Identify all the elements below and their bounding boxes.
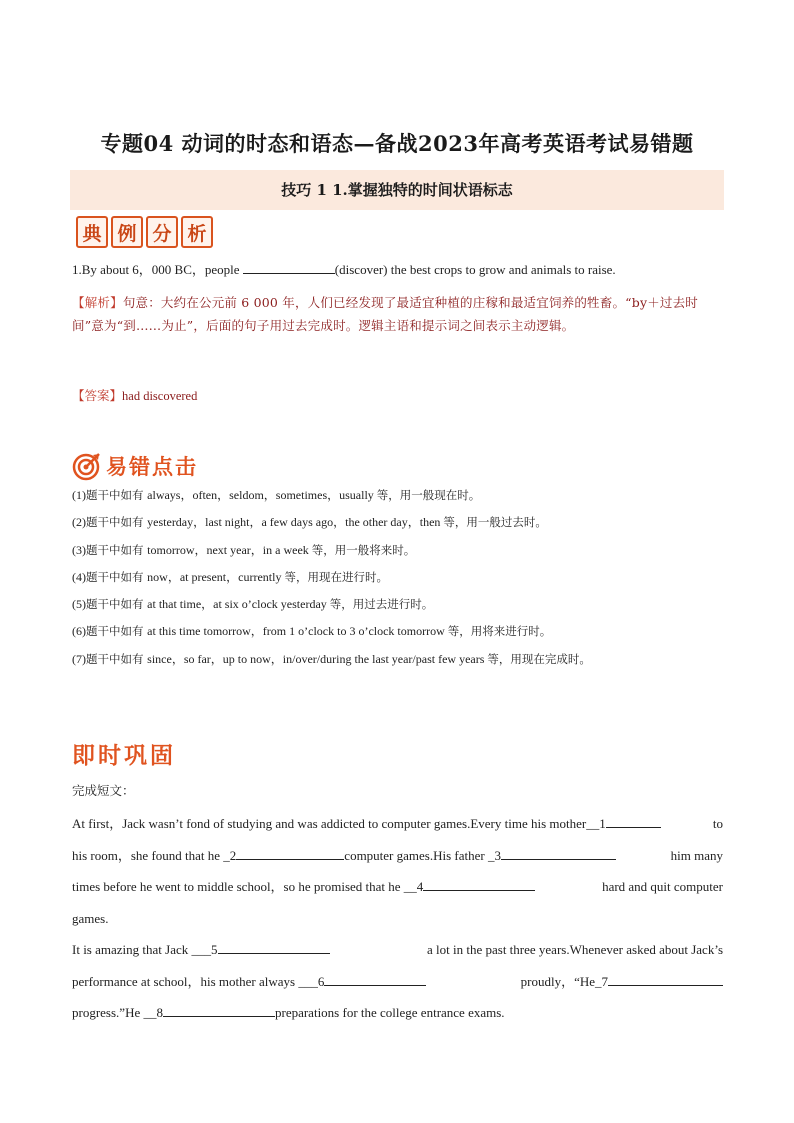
answer-blank[interactable] bbox=[243, 261, 335, 274]
cloze-segment: his room，she found that he _2 bbox=[72, 847, 237, 863]
tip-num: (3) bbox=[72, 542, 86, 557]
question-text-before: 1.By about 6，000 BC，people bbox=[72, 262, 243, 277]
cloze-segment: proudly，“He_7 bbox=[520, 973, 608, 989]
blank-7[interactable] bbox=[608, 970, 723, 986]
answer-paragraph bbox=[72, 387, 724, 405]
cloze-segment: to bbox=[712, 816, 723, 831]
cloze-segment: a lot in the past three years.Whenever asked about Jack’s bbox=[427, 942, 723, 957]
answer-label: 【答案】 bbox=[72, 388, 123, 403]
logo-char-2: 例 bbox=[111, 216, 143, 248]
cloze-segment: performance at school，his mother always ___6 bbox=[72, 973, 325, 989]
errors-heading-text: 易错点击 bbox=[106, 455, 198, 479]
tip-item bbox=[72, 486, 732, 513]
tip-words: always，often，seldom，sometimes，usually bbox=[147, 488, 377, 502]
cloze-line-1 bbox=[72, 812, 723, 844]
logo-char-4: 析 bbox=[181, 216, 213, 248]
tip-words: at this time tomorrow，from 1 o’clock to 3 o’clock tomorrow bbox=[147, 624, 448, 639]
cloze-text bbox=[72, 970, 426, 1002]
cloze-segment: hard and quit computer bbox=[602, 879, 723, 894]
cloze-text bbox=[72, 812, 661, 844]
errors-heading bbox=[72, 451, 198, 481]
tips-list bbox=[72, 486, 732, 677]
analysis-text: 句意：大约在公元前 6 000 年，人们已经发现了最适宜种植的庄稼和最适宜饲养的牲畜。“by＋过去时间”意为“到……为止”，后面的句子用过去完成时。逻辑主语和提示词之间表示主动逻辑。 bbox=[72, 295, 698, 333]
tip-num: (7) bbox=[72, 651, 86, 666]
cloze-text bbox=[521, 970, 723, 1002]
logo-char-1: 典 bbox=[76, 216, 108, 248]
tip-num: (5) bbox=[72, 597, 86, 612]
practice-heading-text: 即时巩固 bbox=[72, 743, 176, 769]
tip-pre: 题干中如有 bbox=[86, 651, 148, 666]
tip-item bbox=[72, 568, 732, 595]
tip-item bbox=[72, 513, 732, 540]
tip-num: (4) bbox=[72, 569, 86, 584]
subtitle: 技巧 1 1.掌握独特的时间状语标志 bbox=[281, 181, 513, 199]
analysis-label: 【解析】 bbox=[72, 295, 123, 310]
example-analysis-logo bbox=[76, 216, 213, 248]
tip-pre: 题干中如有 bbox=[86, 542, 148, 557]
tip-words: now，at present，currently bbox=[147, 569, 285, 584]
cloze-text bbox=[72, 1001, 505, 1033]
blank-4[interactable] bbox=[423, 875, 535, 891]
tip-post: 等，用一般将来时。 bbox=[311, 542, 416, 557]
tip-post: 等，用一般过去时。 bbox=[443, 515, 547, 530]
cloze-segment: times before he went to middle school，so he promised that he __4 bbox=[72, 879, 424, 894]
tip-num: (1) bbox=[72, 488, 86, 502]
answer-text: had discovered bbox=[122, 389, 198, 403]
tip-item bbox=[72, 541, 732, 568]
cloze-segment: computer games.His father _3 bbox=[344, 847, 501, 863]
tip-num: (2) bbox=[72, 515, 86, 530]
blank-5[interactable] bbox=[218, 938, 330, 954]
cloze-passage bbox=[72, 812, 723, 1033]
analysis-paragraph bbox=[72, 291, 724, 337]
tip-pre: 题干中如有 bbox=[86, 624, 148, 639]
cloze-segment: It is amazing that Jack ___5 bbox=[72, 942, 218, 957]
tip-pre: 题干中如有 bbox=[86, 569, 148, 584]
tip-pre: 题干中如有 bbox=[86, 515, 148, 530]
tip-words: since，so far，up to now，in/over/during the last year/past few years bbox=[147, 651, 488, 666]
tip-post: 等，用现在进行时。 bbox=[284, 569, 388, 584]
tip-item bbox=[72, 622, 732, 649]
blank-8[interactable] bbox=[163, 1001, 275, 1017]
cloze-text bbox=[72, 875, 535, 907]
page-title: 专题04 动词的时态和语态—备战2023年高考英语考试易错题 bbox=[100, 131, 694, 156]
blank-1[interactable] bbox=[606, 812, 661, 828]
tip-pre: 题干中如有 bbox=[86, 488, 148, 502]
tip-post: 等，用将来进行时。 bbox=[447, 624, 552, 639]
tip-words: at that time，at six o’clock yesterday bbox=[147, 597, 330, 612]
blank-3[interactable] bbox=[501, 844, 616, 860]
cloze-text bbox=[72, 938, 330, 970]
cloze-text bbox=[72, 844, 616, 876]
cloze-segment: progress.”He __8 bbox=[72, 1005, 163, 1020]
tip-pre: 题干中如有 bbox=[86, 597, 148, 612]
practice-heading bbox=[72, 737, 176, 770]
example-question bbox=[72, 261, 724, 279]
tip-post: 等，用一般现在时。 bbox=[376, 488, 481, 502]
cloze-segment: preparations for the college entrance exams. bbox=[274, 1005, 505, 1020]
question-text-after: (discover) the best crops to grow and animals to raise. bbox=[334, 262, 616, 277]
tip-words: yesterday，last night，a few days ago，the other day，then bbox=[147, 515, 444, 530]
cloze-segment: At first，Jack wasn’t fond of studying and was addicted to computer games.Every time his mother__1 bbox=[72, 816, 606, 831]
cloze-line-2 bbox=[72, 844, 723, 876]
tip-num: (6) bbox=[72, 624, 86, 639]
tip-post: 等，用过去进行时。 bbox=[329, 597, 434, 612]
tip-item bbox=[72, 650, 732, 677]
blank-2[interactable] bbox=[236, 844, 344, 860]
cloze-segment: games. bbox=[72, 910, 109, 926]
cloze-line-7 bbox=[72, 1001, 723, 1033]
cloze-line-3 bbox=[72, 875, 723, 907]
logo-char-3: 分 bbox=[146, 216, 178, 248]
cloze-line-5 bbox=[72, 938, 723, 970]
tip-post: 等，用现在完成时。 bbox=[487, 651, 591, 666]
tip-words: tomorrow，next year，in a week bbox=[147, 542, 312, 557]
target-icon bbox=[72, 451, 102, 481]
blank-6[interactable] bbox=[324, 970, 426, 986]
cloze-line-6 bbox=[72, 970, 723, 1002]
cloze-line-4 bbox=[72, 907, 723, 939]
practice-intro: 完成短文： bbox=[72, 783, 135, 798]
cloze-segment: him many bbox=[670, 847, 723, 863]
tip-item bbox=[72, 595, 732, 622]
